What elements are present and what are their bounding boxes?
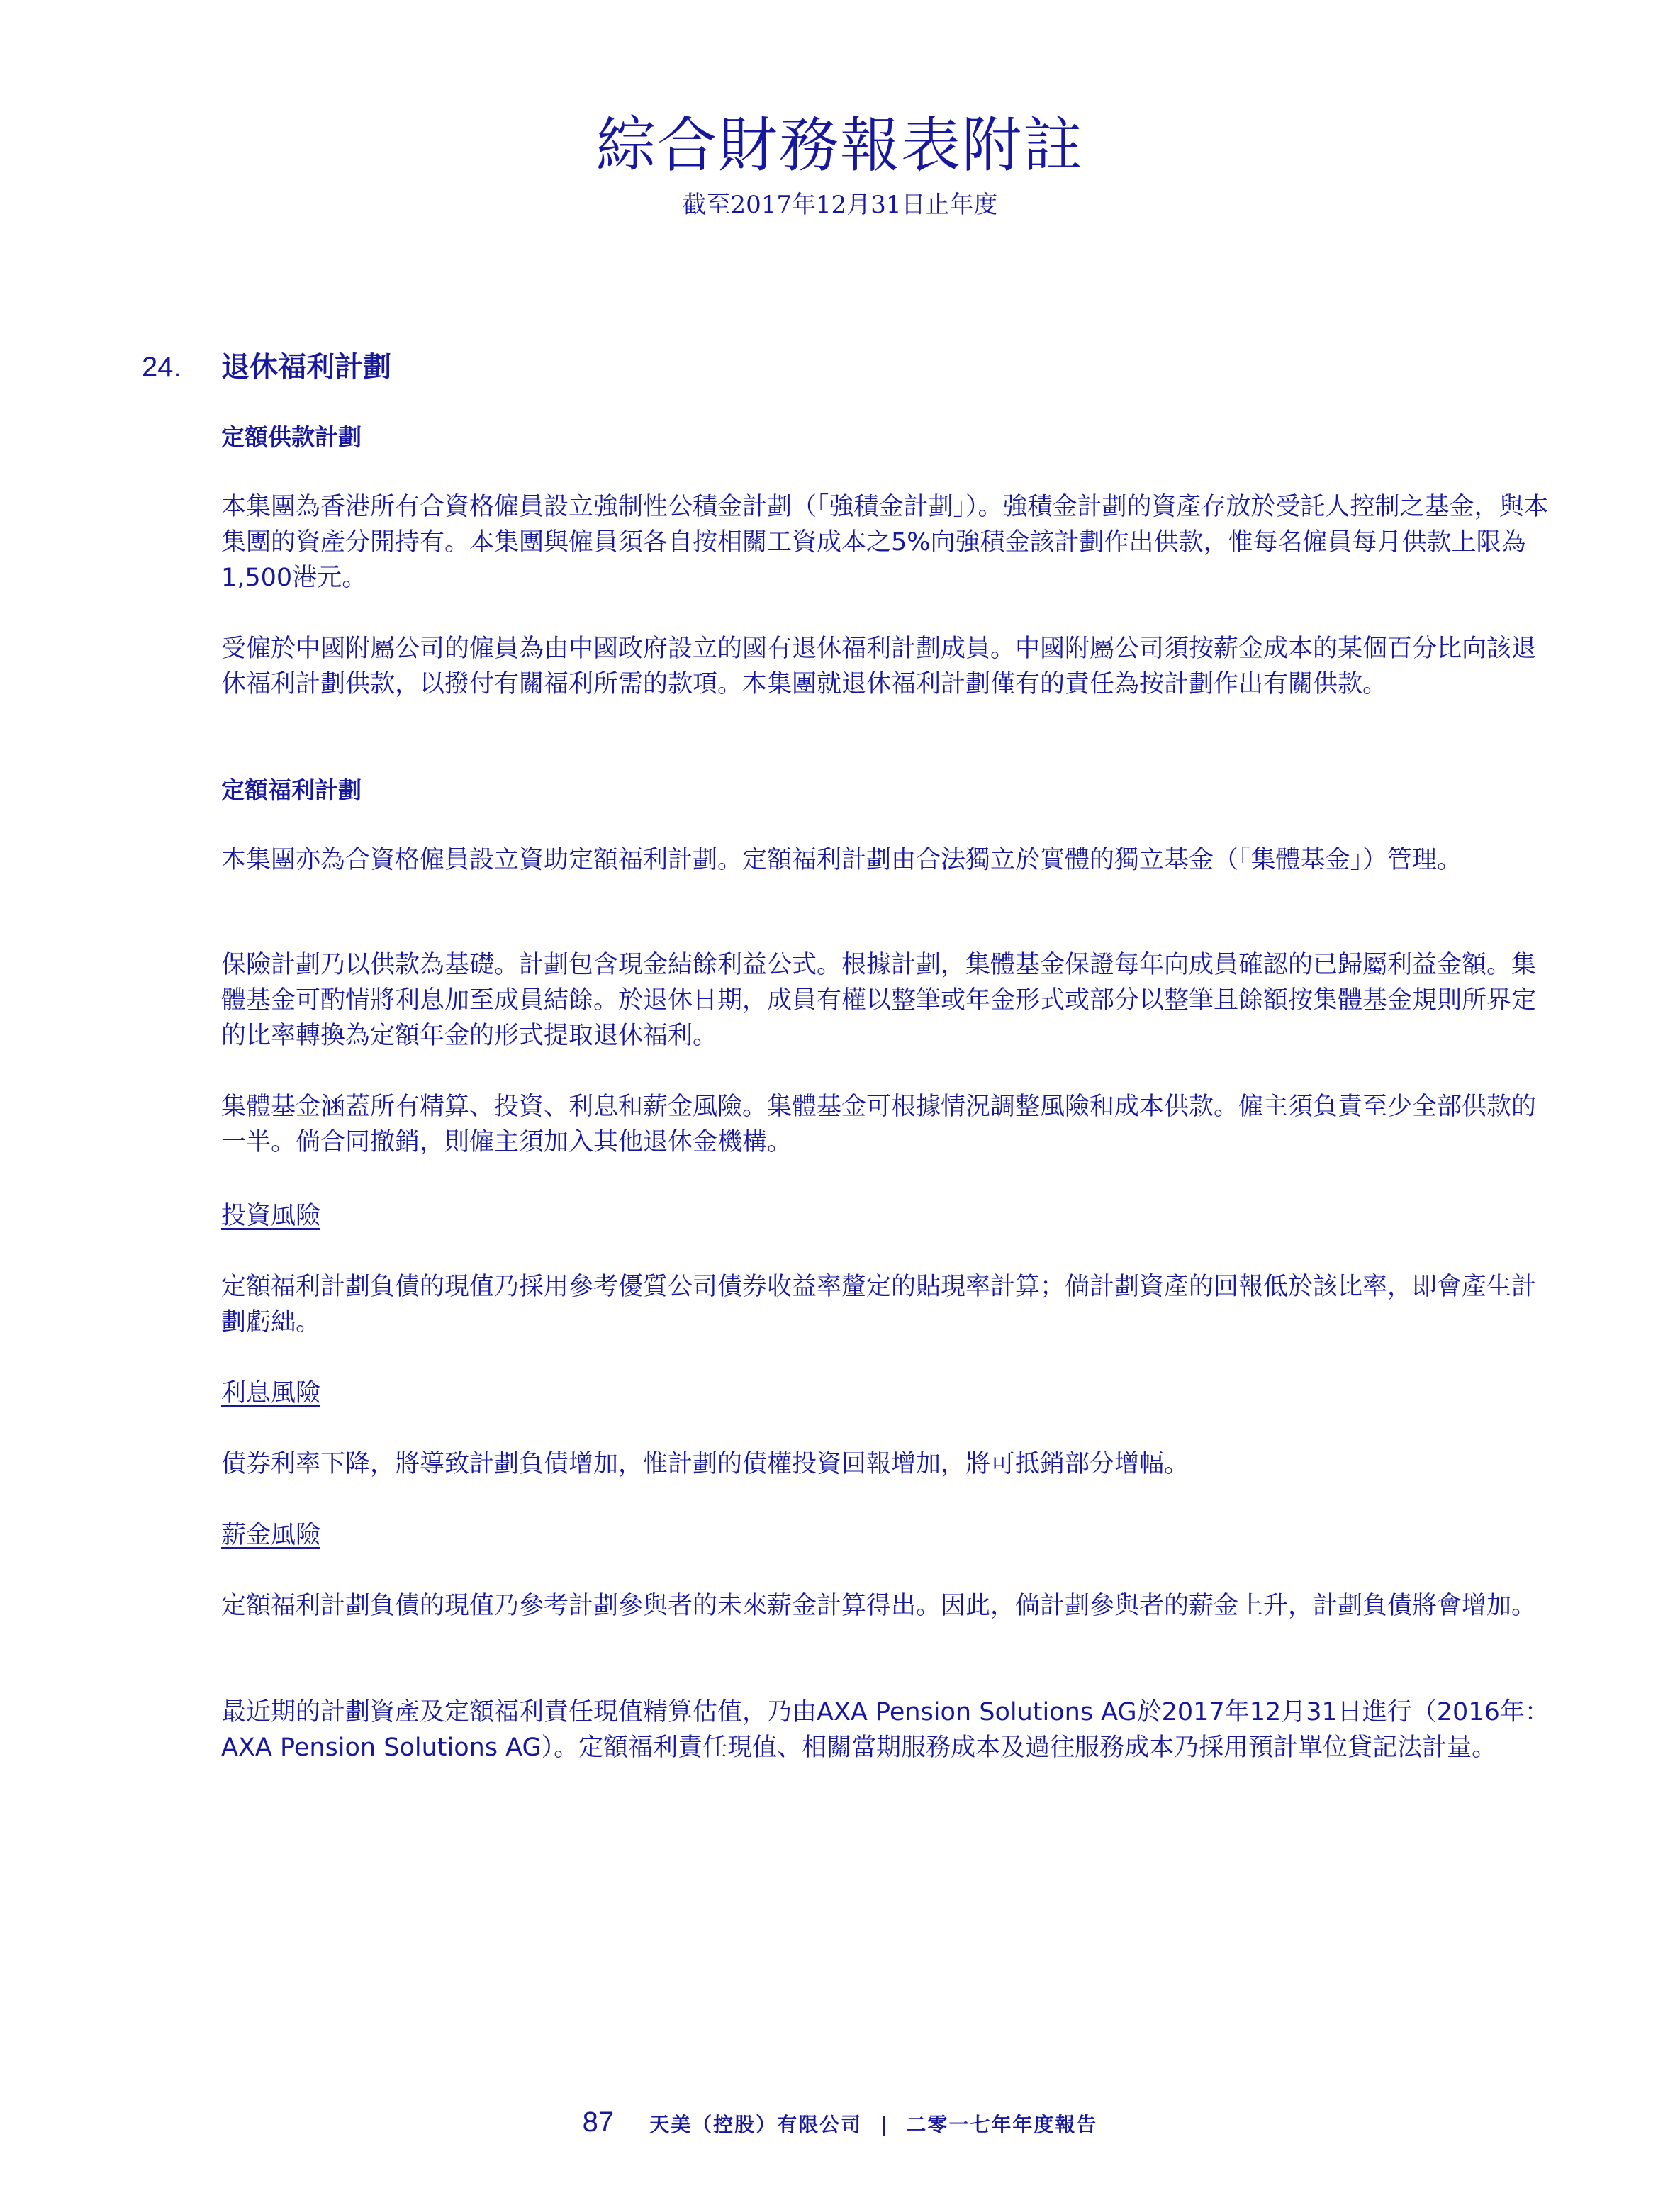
footer-separator: | <box>880 2113 888 2136</box>
page-footer <box>0 2104 1680 2145</box>
dc-paragraph-2: 受僱於中國附屬公司的僱員為由中國政府設立的國有退休福利計劃成員。中國附屬公司須按薪金成本的某個百分比向該退休福利計劃供款，以撥付有關福利所需的款項。本集團就退休福利計劃僅有的責任為按計劃作出有關供款。 <box>221 635 1537 698</box>
salary-risk-paragraph: 定額福利計劃負債的現值乃參考計劃參與者的未來薪金計算得出。因此，倘計劃參與者的薪金上升，計劃負債將會增加。 <box>221 1592 1537 1620</box>
db-paragraph-1: 本集團亦為合資格僱員設立資助定額福利計劃。定額福利計劃由合法獨立於實體的獨立基金（「集體基金」）管理。 <box>221 846 1462 874</box>
interest-risk-heading: 利息風險 <box>221 1379 321 1407</box>
dc-heading: 定額供款計劃 <box>221 423 362 451</box>
section-number: 24. <box>142 352 181 383</box>
db-heading: 定額福利計劃 <box>221 776 362 804</box>
page-title: 綜合財務報表附註 <box>595 111 1084 180</box>
investment-risk-paragraph: 定額福利計劃負債的現值乃採用參考優質公司債券收益率釐定的貼現率計算；倘計劃資產的回報低於該比率，即會產生計劃虧絀。 <box>221 1273 1537 1336</box>
db-paragraph-2: 保險計劃乃以供款為基礎。計劃包含現金結餘利益公式。根據計劃，集體基金保證每年向成員確認的已歸屬利益金額。集體基金可酌情將利息加至成員結餘。於退休日期，成員有權以整筆或年金形式或部分以整筆且餘額按集體基金規則所界定的比率轉換為定額年金的形式提取退休福利。 <box>221 951 1537 1050</box>
page-number: 87 <box>582 2106 615 2138</box>
dc-paragraph-1: 本集團為香港所有合資格僱員設立強制性公積金計劃（「強積金計劃」）。強積金計劃的資產存放於受託人控制之基金，與本集團的資產分開持有。本集團與僱員須各自按相關工資成本之5%向強積金該計劃作出供款，惟每名僱員每月供款上限為1,500港元。 <box>221 493 1549 592</box>
valuation-paragraph: 最近期的計劃資產及定額福利責任現值精算估值，乃由AXA Pension Solutions AG於2017年12月31日進行（2016年：AXA Pension Solutions AG）。定額福利責任現值、相關當期服務成本及過往服務成本乃採用預計單位貸記法計量。 <box>221 1698 1550 1762</box>
investment-risk-heading: 投資風險 <box>221 1202 321 1230</box>
section-heading <box>142 346 391 389</box>
salary-risk-heading: 薪金風險 <box>221 1521 321 1549</box>
page-header <box>0 106 1680 221</box>
footer-report-title: 二零一七年年度報告 <box>906 2113 1098 2136</box>
page-subtitle: 截至2017年12月31日止年度 <box>682 191 998 219</box>
db-paragraph-3: 集體基金涵蓋所有精算、投資、利息和薪金風險。集體基金可根據情況調整風險和成本供款。僱主須負責至少全部供款的一半。倘合同撤銷，則僱主須加入其他退休金機構。 <box>221 1093 1537 1156</box>
footer-company: 天美（控股）有限公司 <box>649 2113 863 2136</box>
interest-risk-paragraph: 債券利率下降，將導致計劃負債增加，惟計劃的債權投資回報增加，將可抵銷部分增幅。 <box>221 1450 1189 1478</box>
section-title: 退休福利計劃 <box>221 351 391 384</box>
